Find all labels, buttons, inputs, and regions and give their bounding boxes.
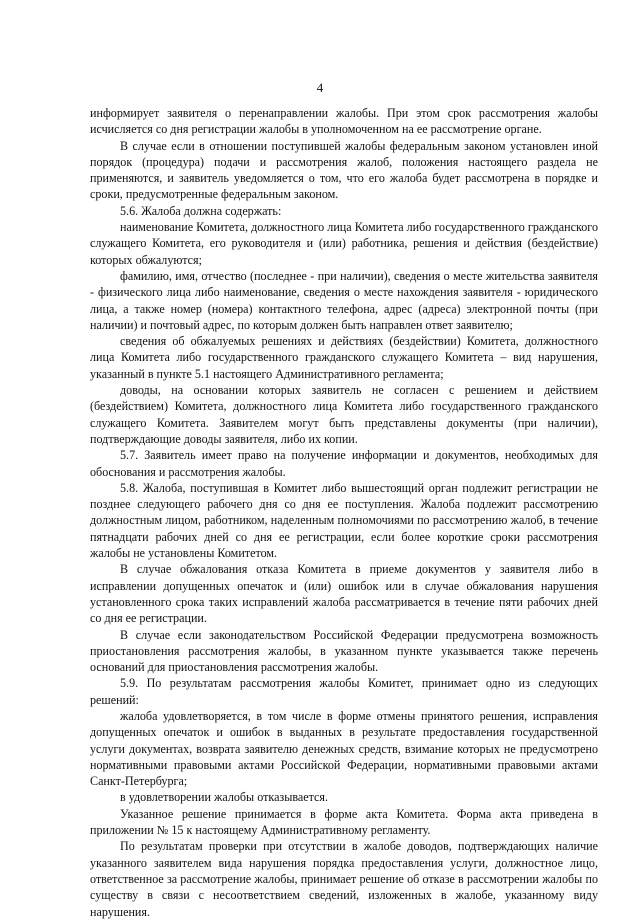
paragraph: фамилию, имя, отчество (последнее - при наличии), сведения о месте жительства заявителя - физического лица либо наименование, сведения о месте нахождения заявителя - юридического лица, а также номер (номера) контактного телефона, адрес (адреса) электронной почты (при наличии) и почтовый адрес, по которым должен быть направлен ответ заявителю;: [90, 268, 598, 332]
paragraph: наименование Комитета, должностного лица Комитета либо государственного гражданского служащего Комитета, его руководителя и (или) работника, решения и действия (бездействие) которых обжалуются;: [90, 220, 598, 267]
paragraph: 5.8. Жалоба, поступившая в Комитет либо вышестоящий орган подлежит регистрации не позднее следующего рабочего дня со дня ее поступления. Жалоба подлежит рассмотрению должностным лицом, работником, наделенным полномочиями по рассмотрению жалоб, в течение пятнадцати рабочих дней со дня ее регистрации, если более короткие сроки рассмотрения жалобы не установлены Комитетом.: [90, 480, 598, 561]
paragraph: сведения об обжалуемых решениях и действиях (бездействии) Комитета, должностного лица Комитета либо государственного гражданского служащего Комитета – вид нарушения, указанный в пункте 5.1 настоящего Административного регламента;: [90, 334, 598, 381]
paragraph: 5.9. По результатам рассмотрения жалобы Комитет, принимает одно из следующих решений:: [90, 676, 598, 707]
paragraph: доводы, на основании которых заявитель не согласен с решением и действием (бездействием) Комитета, должностного лица Комитета либо государственного гражданского служащего Комитета. Заявителем могут быть представлены документы (при наличии), подтверждающие доводы заявителя, либо их копии.: [90, 383, 598, 446]
paragraph: жалоба удовлетворяется, в том числе в форме отмены принятого решения, исправления допущенных опечаток и ошибок в выданных в результате предоставления государственной услуги документах, возврата заявителю денежных средств, взимание которых не предусмотрено нормативными правовыми актами Российской Федерации, нормативными правовыми актами Санкт-Петербурга;: [90, 708, 598, 789]
paragraph: 5.7. Заявитель имеет право на получение информации и документов, необходимых для обоснования и рассмотрения жалобы.: [90, 448, 598, 479]
paragraph: 5.6. Жалоба должна содержать:: [120, 203, 282, 218]
paragraph: В случае если в отношении поступившей жалобы федеральным законом установлен иной порядок (процедура) подачи и рассмотрения жалоб, положения настоящего раздела не применяются, и заявитель уведомляется о том, что его жалоба будет рассмотрена в порядке и сроки, предусмотренные федеральным законом.: [90, 138, 598, 202]
paragraph: По результатам проверки при отсутствии в жалобе доводов, подтверждающих наличие указанного заявителем вида нарушения порядка предоставления услуги, должностное лицо, ответственное за рассмотрение жалобы, принимает решение об отказе в рассмотрении жалобы по существу в связи с несоответствием сведений, изложенных в жалобе, указанному виду нарушения.: [90, 839, 598, 919]
paragraph: в удовлетворении жалобы отказывается.: [120, 790, 329, 805]
paragraph: информирует заявителя о перенаправлении жалобы. При этом срок рассмотрения жалобы исчисляется со дня регистрации жалобы в уполномоченном на ее рассмотрение органе.: [90, 106, 598, 137]
paragraph: В случае если законодательством Российской Федерации предусмотрена возможность приостановления рассмотрения жалобы, в указанном пункте указывается также перечень оснований для приостановления рассмотрения жалобы.: [90, 627, 598, 675]
paragraph: Указанное решение принимается в форме акта Комитета. Форма акта приведена в приложении № 15 к настоящему Административному регламенту.: [90, 806, 598, 838]
document-body: [90, 105, 598, 920]
paragraph: В случае обжалования отказа Комитета в приеме документов у заявителя либо в исправлении допущенных опечаток и (или) ошибок или в случае обжалования нарушения установленного срока таких исправлений жалоба рассматривается в течение пяти рабочих дней со дня ее регистрации.: [90, 562, 598, 626]
page-number: 4: [316, 80, 324, 95]
